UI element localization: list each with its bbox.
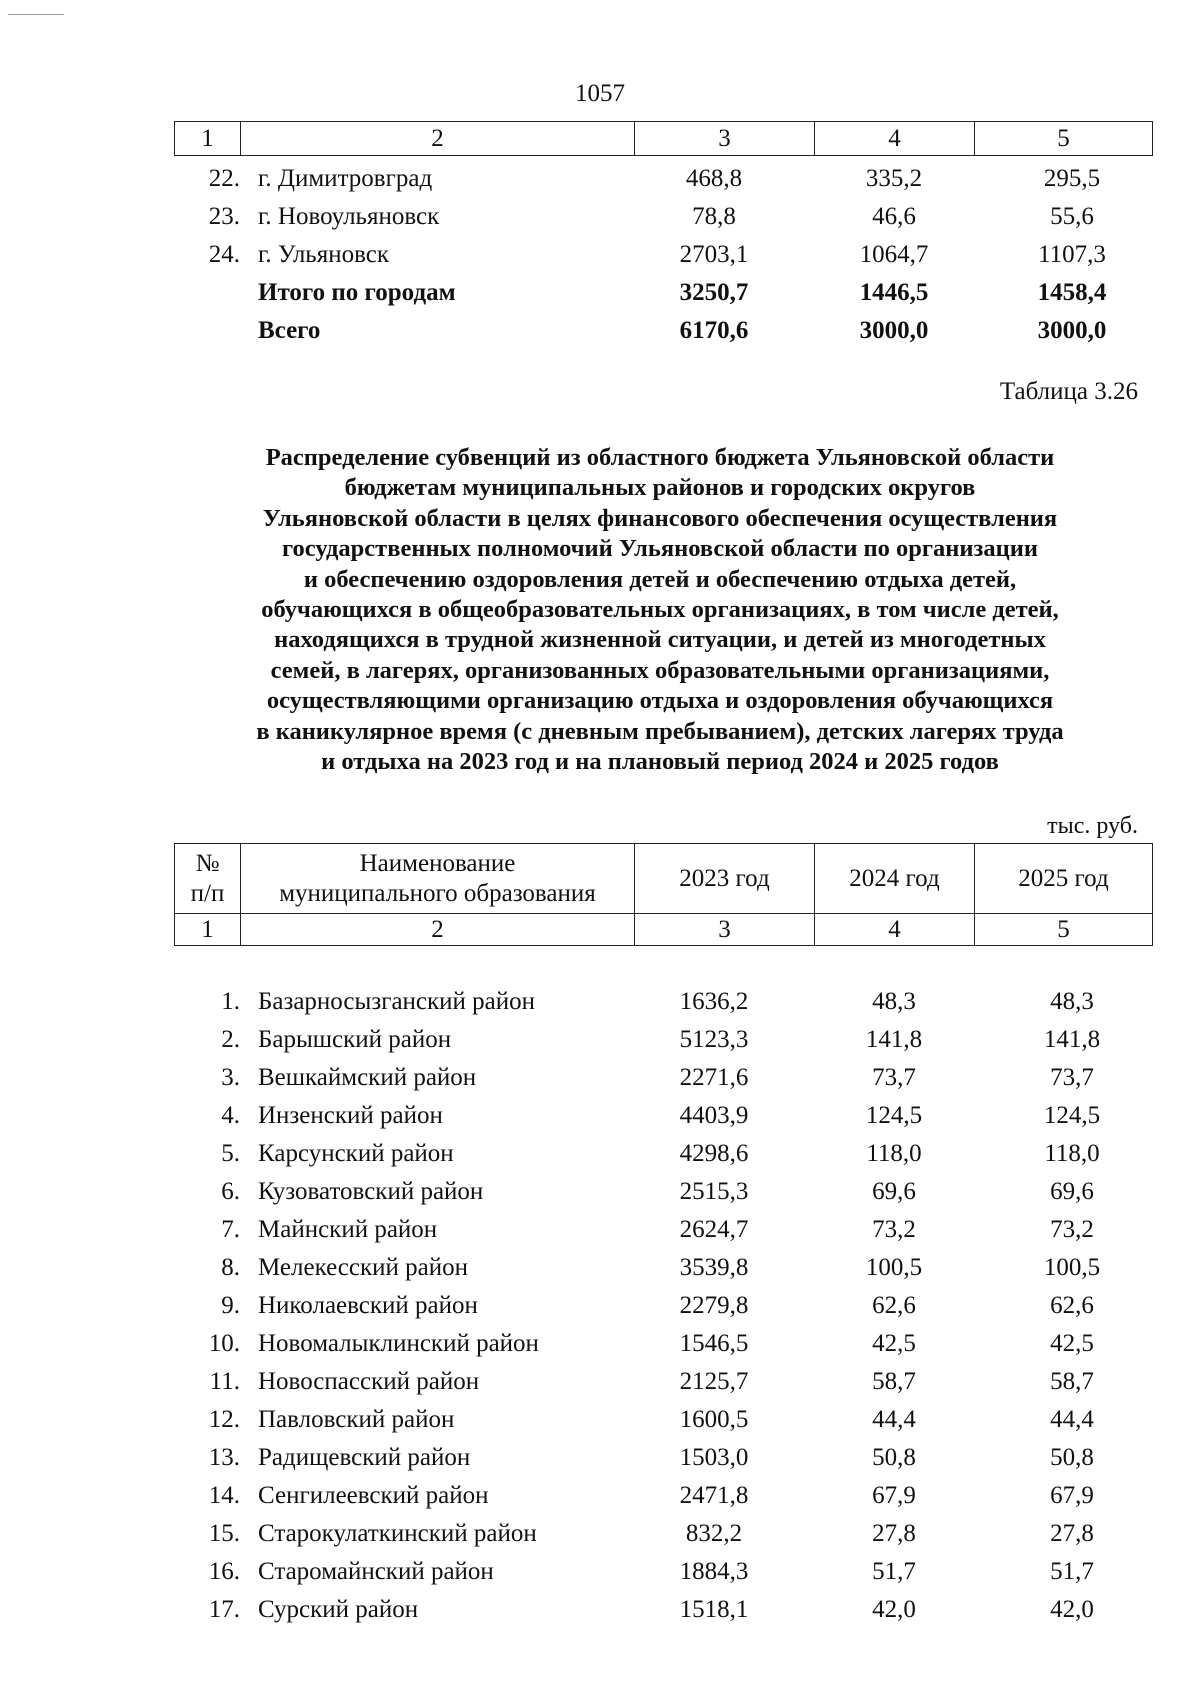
value-2023: 832,2 (685, 1520, 743, 1547)
row-number: 10. (208, 1330, 240, 1357)
row-number: 5. (221, 1140, 240, 1167)
table-row (174, 1325, 1152, 1363)
table-row (174, 1249, 1152, 1287)
value-2024: 335,2 (865, 165, 923, 192)
table-row (174, 1097, 1152, 1135)
col-number-cell: 4 (815, 122, 975, 156)
row-number: 12. (208, 1406, 240, 1433)
row-number: 14. (208, 1482, 240, 1509)
table-row (174, 1439, 1152, 1477)
continued-table-header (174, 121, 1153, 156)
municipality-name: Сурский район (258, 1596, 419, 1623)
value-2023: 2471,8 (679, 1482, 749, 1509)
value-2024: 48,3 (872, 988, 916, 1015)
header-name-line1: Наименование (359, 849, 516, 877)
value-2023: 5123,3 (679, 1026, 749, 1053)
row-number: 8. (221, 1254, 240, 1281)
table-row (174, 1591, 1152, 1629)
value-2023: 1518,1 (679, 1596, 749, 1623)
value-2025: 3000,0 (1037, 317, 1107, 344)
value-2025: 295,5 (1043, 165, 1101, 192)
row-number: 13. (208, 1444, 240, 1471)
table-row (174, 160, 1152, 198)
municipality-name: Майнский район (258, 1216, 438, 1243)
row-number: 6. (221, 1178, 240, 1205)
value-2025: 44,4 (1050, 1406, 1094, 1433)
row-number: 3. (221, 1064, 240, 1091)
table-row (174, 1021, 1152, 1059)
row-number: 2. (221, 1026, 240, 1053)
table-label: Таблица 3.26 (999, 378, 1138, 405)
value-2025: 50,8 (1050, 1444, 1094, 1471)
header-name-cell (241, 844, 635, 914)
value-2025: 42,0 (1050, 1596, 1094, 1623)
value-2025: 67,9 (1050, 1482, 1094, 1509)
municipality-name: Николаевский район (258, 1292, 478, 1319)
value-2024: 118,0 (866, 1140, 922, 1167)
table-header (174, 843, 1153, 946)
title-line: Распределение субвенций из областного бюджета Ульяновской области (265, 444, 1055, 471)
row-number: 11. (209, 1368, 240, 1395)
row-number: 1. (221, 988, 240, 1015)
value-2025: 58,7 (1050, 1368, 1094, 1395)
value-2024: 42,0 (872, 1596, 916, 1623)
value-2023: 1884,3 (679, 1558, 749, 1585)
row-number: 23. (208, 203, 240, 230)
value-2025: 73,7 (1050, 1064, 1094, 1091)
table-row (174, 236, 1152, 274)
row-number: 9. (221, 1292, 240, 1319)
header-2023: 2023 год (635, 844, 815, 914)
value-2024: 50,8 (872, 1444, 916, 1471)
value-2025: 124,5 (1043, 1102, 1101, 1129)
col-number-cell: 1 (175, 122, 241, 156)
table-row (174, 1401, 1152, 1439)
col-number-cell: 5 (975, 122, 1153, 156)
row-number: 15. (208, 1520, 240, 1547)
municipality-name: Мелекесский район (258, 1254, 469, 1281)
title-line: и отдыха на 2023 год и на плановый период 2024 и 2025 годов (321, 748, 999, 776)
value-2023: 1600,5 (679, 1406, 749, 1433)
table-row (174, 1059, 1152, 1097)
municipality-name: Новомалыклинский район (258, 1330, 539, 1357)
value-2023: 3539,8 (679, 1254, 749, 1281)
col-number-cell: 2 (241, 122, 635, 156)
value-2023: 4298,6 (679, 1140, 749, 1167)
value-2025: 118,0 (1044, 1140, 1100, 1167)
col-number-cell: 3 (635, 122, 815, 156)
table-row (174, 1211, 1152, 1249)
value-2024: 42,5 (872, 1330, 916, 1357)
municipality-name: г. Ульяновск (258, 241, 389, 268)
scan-artifact-line (8, 14, 64, 15)
value-2023: 2279,8 (679, 1292, 749, 1319)
municipality-name: Сенгилеевский район (258, 1482, 489, 1509)
municipality-name: г. Димитровград (258, 165, 433, 192)
row-number: 17. (208, 1596, 240, 1623)
value-2023: 2624,7 (679, 1216, 749, 1243)
value-2023: 2515,3 (679, 1178, 749, 1205)
municipality-name: Инзенский район (258, 1102, 443, 1129)
title-line: бюджетам муниципальных районов и городских округов (344, 474, 976, 502)
table-row (174, 1173, 1152, 1211)
value-2023: 1636,2 (679, 988, 749, 1015)
value-2023: 6170,6 (679, 317, 749, 344)
table-row (174, 1287, 1152, 1325)
value-2023: 1546,5 (679, 1330, 749, 1357)
municipality-name: Итого по городам (258, 279, 456, 306)
value-2025: 62,6 (1050, 1292, 1094, 1319)
value-2025: 1107,3 (1038, 241, 1106, 268)
header-name-line2: муниципального образования (279, 879, 596, 907)
value-2024: 100,5 (865, 1254, 923, 1281)
value-2024: 141,8 (865, 1026, 923, 1053)
table-row (174, 983, 1152, 1021)
title-line: находящихся в трудной жизненной ситуации, и детей из многодетных (274, 626, 1046, 654)
table-row (174, 1363, 1152, 1401)
municipality-name: Новоспасский район (258, 1368, 480, 1395)
municipality-name: г. Новоульяновск (258, 203, 440, 230)
value-2024: 58,7 (872, 1368, 916, 1395)
title-line: семей, в лагерях, организованных образовательными организациями, (270, 656, 1050, 684)
row-number: 22. (208, 165, 240, 192)
value-2024: 1446,5 (859, 279, 929, 306)
value-2023: 2703,1 (679, 241, 749, 268)
col-number-cell: 4 (815, 914, 975, 946)
value-2024: 124,5 (865, 1102, 923, 1129)
value-2025: 55,6 (1050, 203, 1094, 230)
unit-label: тыс. руб. (1047, 813, 1138, 839)
row-number: 24. (208, 241, 240, 268)
municipality-name: Старокулаткинский район (258, 1520, 537, 1547)
value-2024: 62,6 (872, 1292, 916, 1319)
value-2025: 100,5 (1043, 1254, 1101, 1281)
table-row (174, 1553, 1152, 1591)
municipality-name: Кузоватовский район (258, 1178, 484, 1205)
value-2023: 78,8 (692, 203, 736, 230)
title-line: и обеспечению оздоровления детей и обеспечению отдыха детей, (303, 565, 1017, 593)
table-title (160, 443, 1160, 777)
municipality-name: Барышский район (258, 1026, 452, 1053)
value-2023: 3250,7 (679, 279, 749, 306)
col-number-cell: 3 (635, 914, 815, 946)
value-2025: 42,5 (1050, 1330, 1094, 1357)
table-row (174, 1135, 1152, 1173)
col-number-cell: 5 (975, 914, 1153, 946)
col-number-cell: 2 (241, 914, 635, 946)
header-2024: 2024 год (815, 844, 975, 914)
municipality-name: Старомайнский район (258, 1558, 494, 1585)
value-2023: 4403,9 (679, 1102, 749, 1129)
value-2024: 69,6 (872, 1178, 916, 1205)
continued-table-body (174, 160, 1152, 350)
value-2024: 27,8 (872, 1520, 916, 1547)
value-2023: 2271,6 (679, 1064, 749, 1091)
page-number: 1057 (575, 80, 625, 107)
table-row (174, 1515, 1152, 1553)
municipality-name: Карсунский район (258, 1140, 454, 1167)
value-2023: 1503,0 (679, 1444, 749, 1471)
table-row (174, 274, 1152, 312)
value-2024: 73,7 (872, 1064, 916, 1091)
header-number-cell (175, 844, 241, 914)
title-line: государственных полномочий Ульяновской области по организации (282, 535, 1038, 563)
header-number-abbrev: п/п (190, 879, 225, 907)
value-2024: 44,4 (872, 1406, 916, 1433)
value-2025: 48,3 (1050, 988, 1094, 1015)
value-2024: 73,2 (872, 1216, 916, 1243)
row-number: 7. (221, 1216, 240, 1243)
municipality-name: Вешкаймский район (258, 1064, 477, 1091)
value-2024: 67,9 (872, 1482, 916, 1509)
title-line: Ульяновской области в целях финансового обеспечения осуществления (262, 504, 1058, 532)
table-row (174, 1477, 1152, 1515)
value-2024: 51,7 (872, 1558, 916, 1585)
value-2025: 27,8 (1050, 1520, 1094, 1547)
value-2025: 1458,4 (1037, 279, 1107, 306)
value-2023: 2125,7 (679, 1368, 749, 1395)
municipality-name: Радищевский район (258, 1444, 471, 1471)
value-2025: 141,8 (1043, 1026, 1101, 1053)
value-2024: 3000,0 (859, 317, 929, 344)
value-2025: 69,6 (1050, 1178, 1094, 1205)
municipality-name: Всего (258, 317, 321, 344)
row-number: 16. (208, 1558, 240, 1585)
header-2025: 2025 год (975, 844, 1153, 914)
value-2025: 73,2 (1050, 1216, 1094, 1243)
value-2023: 468,8 (685, 165, 743, 192)
table-body (174, 983, 1152, 1629)
row-number: 4. (221, 1102, 240, 1129)
col-number-cell: 1 (175, 914, 241, 946)
table-row (174, 198, 1152, 236)
title-line: обучающихся в общеобразовательных организациях, в том числе детей, (261, 596, 1059, 624)
header-number-sign: № (195, 849, 220, 877)
title-line: осуществляющими организацию отдыха и оздоровления обучающихся (266, 687, 1054, 715)
municipality-name: Павловский район (258, 1406, 455, 1433)
title-line: в каникулярное время (с дневным пребыванием), детских лагерях труда (256, 717, 1064, 745)
municipality-name: Базарносызганский район (258, 988, 536, 1015)
value-2024: 1064,7 (859, 241, 929, 268)
value-2024: 46,6 (872, 203, 916, 230)
value-2025: 51,7 (1050, 1558, 1094, 1585)
table-row (174, 312, 1152, 350)
